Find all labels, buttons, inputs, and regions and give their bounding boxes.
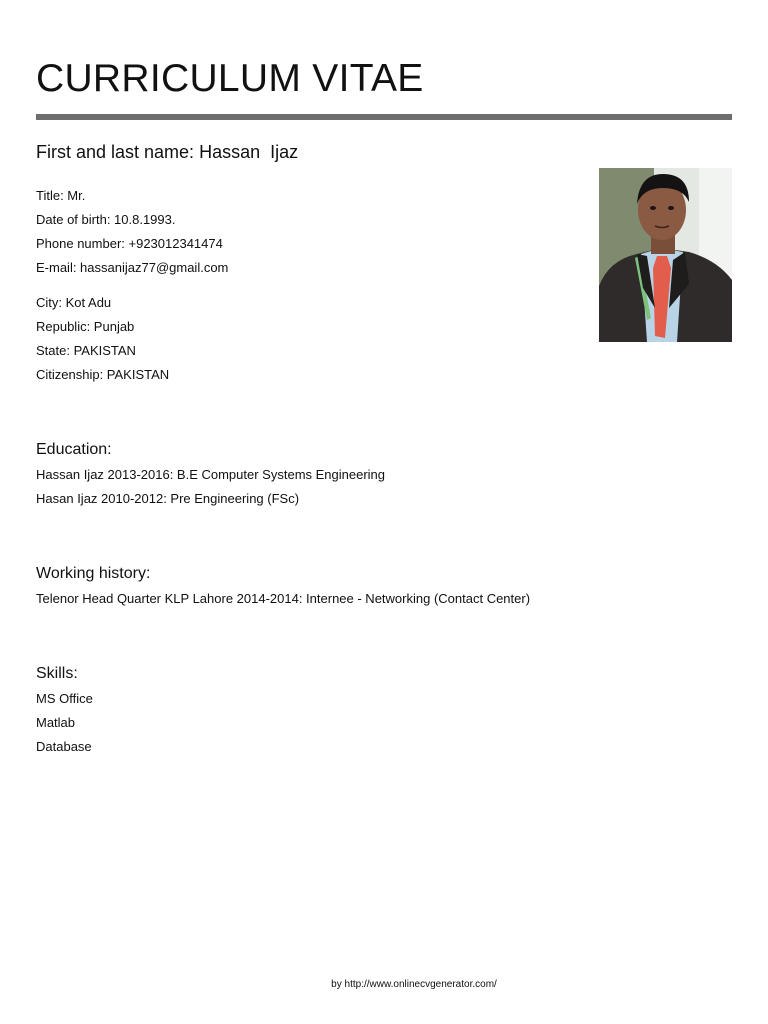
education-item: Hasan Ijaz 2010-2012: Pre Engineering (FSc): [36, 491, 300, 506]
personal-title: Title: Mr.: [36, 188, 86, 203]
education-heading: Education:: [36, 441, 112, 458]
date-of-birth: Date of birth: 10.8.1993.: [36, 212, 176, 227]
skill-item: Matlab: [36, 715, 76, 730]
citizenship: Citizenship: PAKISTAN: [36, 367, 170, 382]
city: City: Kot Adu: [36, 295, 112, 310]
work-history-heading: Working history:: [36, 565, 151, 582]
footer-credit: by http://www.onlinecvgenerator.com/: [331, 979, 497, 990]
republic: Republic: Punjab: [36, 319, 135, 334]
state: State: PAKISTAN: [36, 343, 136, 358]
full-name: First and last name: Hassan Ijaz: [36, 142, 299, 162]
phone-number: Phone number: +923012341474: [36, 236, 223, 251]
profile-photo: [599, 168, 732, 342]
title-divider: [36, 114, 732, 120]
education-item: Hassan Ijaz 2013-2016: B.E Computer Systems Engineering: [36, 467, 386, 482]
skill-item: MS Office: [36, 691, 93, 706]
page-title: CURRICULUM VITAE: [36, 57, 424, 100]
work-history-item: Telenor Head Quarter KLP Lahore 2014-2014: Internee - Networking (Contact Center): [36, 591, 531, 606]
skill-item: Database: [36, 739, 92, 754]
email-address: E-mail: hassanijaz77@gmail.com: [36, 260, 229, 275]
skills-heading: Skills:: [36, 665, 78, 682]
